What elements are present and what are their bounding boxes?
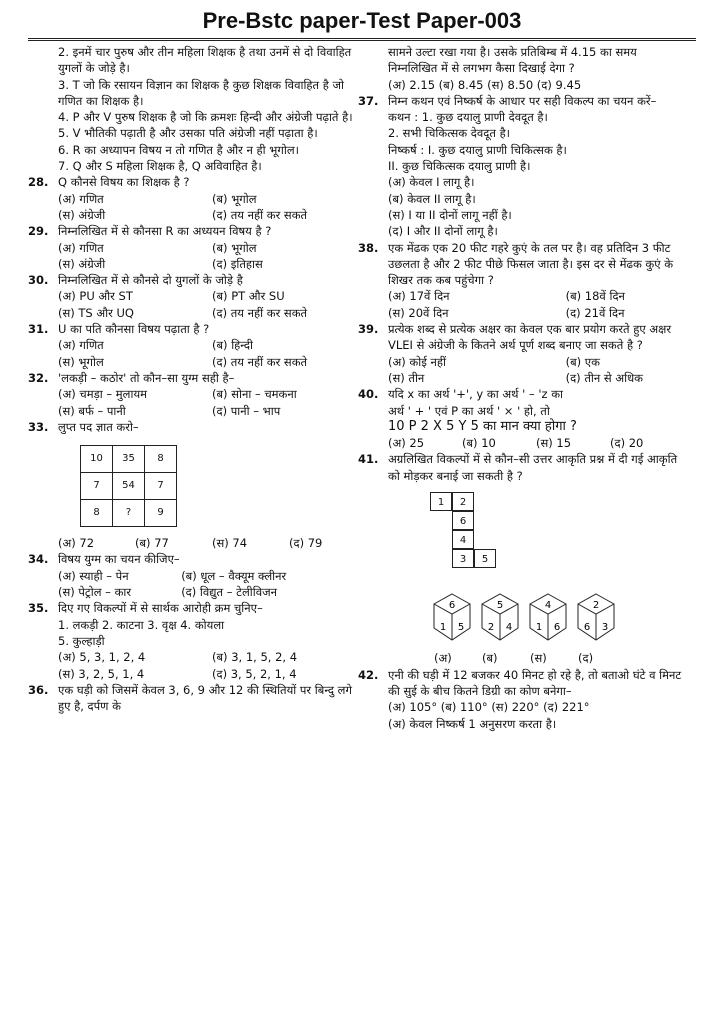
question-text: Q कौनसे विषय का शिक्षक है ? [58, 175, 190, 190]
options-34 [58, 568, 366, 584]
options-36[interactable]: (अ) 2.15 (ब) 8.45 (स) 8.50 (द) 9.45 [388, 77, 582, 92]
question-text: लुप्त पद ज्ञात करो– [58, 419, 139, 434]
question-40-expression: 10 P 2 X 5 Y 5 का मान क्या होगा ? [388, 418, 577, 434]
cube-face-left: 2 [487, 622, 495, 634]
option[interactable]: (ब) एक [565, 354, 600, 369]
option[interactable]: (द) पानी – भाप [212, 403, 281, 418]
question-28 [28, 174, 366, 190]
question-37 [358, 93, 684, 109]
cube-face-right: 3 [601, 622, 609, 634]
cube-face-left: 6 [583, 622, 591, 634]
option-label[interactable]: (अ) [434, 651, 452, 666]
conclusion-line: निष्कर्ष : I. कुछ दयालु प्राणी चिकित्सक है। [388, 142, 567, 157]
title-rule [28, 38, 696, 41]
question-32 [28, 370, 366, 386]
question-36-continued: सामने उल्टा रखा गया है। उसके प्रतिबिम्ब में 4.15 का समय निम्नलिखित में से लगभग कैसा दिखाई देगा ? [388, 45, 637, 76]
fact-3: 3. T जो कि रसायन विज्ञान का शिक्षक है कुछ शिक्षक विवाहित है जो गणित का शिक्षक है। [58, 77, 345, 108]
option[interactable]: (ब) 3, 1, 5, 2, 4 [212, 650, 298, 665]
question-30 [28, 272, 366, 288]
option[interactable]: (स) पेट्रोल – कार [58, 585, 132, 600]
option[interactable]: (द) तय नहीं कर सकते [212, 305, 308, 320]
option[interactable]: (द) 3, 5, 2, 1, 4 [212, 666, 297, 681]
fact-2: 2. इनमें चार पुरुष और तीन महिला शिक्षक है तथा उनमें से दो विवाहित युगलों के जोड़े है। [58, 45, 352, 76]
fact-7: 7. Q और S महिला शिक्षक है, Q अविवाहित है। [58, 159, 262, 174]
options-31b [58, 354, 366, 370]
options-42[interactable]: (अ) 105° (ब) 110° (स) 220° (द) 221° [388, 700, 590, 715]
question-number: 37. [358, 93, 379, 108]
option[interactable]: (स) 15 [536, 436, 572, 451]
option[interactable]: (अ) 5, 3, 1, 2, 4 [58, 650, 146, 665]
option[interactable]: (अ) 17वें दिन [388, 289, 450, 304]
option[interactable]: (ब) भूगोल [212, 240, 257, 255]
right-column [358, 44, 684, 732]
question-number: 36. [28, 682, 49, 697]
net-face: 4 [452, 530, 474, 549]
option[interactable]: (ब) हिन्दी [212, 338, 253, 353]
grid-cell: ? [113, 500, 145, 527]
question-text: प्रत्येक शब्द से प्रत्येक अक्षर का केवल एक बार प्रयोग करते हुए अक्षर VLEI से अंग्रेजी के कितने अर्थ पूर्ण शब्द बनाए जा सकते है ? [388, 322, 672, 353]
net-face: 1 [430, 492, 452, 511]
cube-face-top: 4 [544, 600, 552, 612]
option[interactable]: (द) 20 [610, 436, 644, 451]
option[interactable]: (अ) गणित [58, 338, 104, 353]
cube-option-labels [434, 650, 634, 666]
option[interactable]: (द) तय नहीं कर सकते [212, 354, 308, 369]
cube-option-a[interactable] [434, 594, 470, 640]
option-label[interactable]: (द) [578, 651, 594, 666]
option[interactable]: (द) विद्युत – टेलीविजन [181, 585, 278, 600]
net-face: 3 [452, 549, 474, 568]
question-number: 31. [28, 322, 49, 337]
option[interactable]: (अ) कोई नहीं [388, 354, 446, 369]
option[interactable]: (द) 21वें दिन [565, 305, 625, 320]
cube-option-b[interactable] [482, 594, 518, 640]
cube-face-top: 6 [448, 600, 456, 612]
options-31 [58, 337, 366, 353]
option[interactable]: (द) 79 [289, 536, 323, 551]
fact-5: 5. V भौतिकी पढ़ाती है और उसका पति अंग्रेजी नहीं पढ़ाता है। [58, 126, 318, 141]
cube-face-top: 2 [592, 600, 600, 612]
option[interactable]: (स) बर्फ – पानी [58, 403, 126, 418]
option[interactable]: (ब) धूल – वैक्यूम क्लीनर [181, 568, 287, 583]
question-text: विषय युग्म का चयन कीजिए– [58, 552, 180, 567]
options-30b [58, 305, 366, 321]
question-number: 33. [28, 419, 49, 434]
question-text: एक घड़ी को जिसमें केवल 3, 6, 9 और 12 की स्थितियों पर बिन्दु लगे हुए है, दर्पण के [58, 682, 352, 714]
question-text: अग्रलिखित विकल्पों में से कौन–सी उत्तर आकृति प्रश्न में दी गई आकृति को मोड़कर बनाई जा सकती है ? [388, 452, 678, 483]
question-36 [28, 682, 366, 715]
options-30 [58, 288, 366, 304]
question-number: 29. [28, 224, 49, 239]
options-32 [58, 386, 366, 402]
options-29b [58, 256, 366, 272]
options-32b [58, 403, 366, 419]
option[interactable]: (अ) PU और ST [58, 289, 133, 304]
question-number: 41. [358, 452, 379, 467]
net-face: 5 [474, 549, 496, 568]
options-28b [58, 207, 366, 223]
cube-face-right: 6 [553, 622, 561, 634]
question-text: निम्नलिखित में से कौनसा R का अध्ययन विषय है ? [58, 224, 272, 239]
option[interactable]: (अ) 72 [58, 536, 95, 551]
question-41 [358, 451, 684, 484]
option[interactable]: (ब) केवल II लागू है। [388, 191, 476, 206]
sequence-items: 1. लकड़ी 2. काटना 3. वृक्ष 4. कोयला [58, 617, 225, 632]
grid-cell: 54 [113, 473, 145, 500]
question-number: 34. [28, 552, 49, 567]
option[interactable]: (स) अंग्रेजी [58, 207, 106, 222]
grid-cell: 35 [113, 446, 145, 473]
grid-cell: 8 [145, 446, 177, 473]
option[interactable]: (ब) भूगोल [212, 191, 257, 206]
cube-net-figure [430, 492, 684, 584]
options-34b [58, 584, 366, 600]
option[interactable]: (ब) 77 [135, 536, 169, 551]
option[interactable]: (अ) चमड़ा – मुलायम [58, 387, 147, 402]
option[interactable]: (ब) PT और SU [212, 289, 285, 304]
option[interactable]: (स) I या II दोनों लागू नहीं है। [388, 207, 512, 222]
option[interactable]: (अ) केवल I लागू है। [388, 175, 475, 190]
option[interactable]: (द) I और II दोनों लागू है। [388, 224, 498, 239]
options-38 [388, 288, 684, 304]
options-39b [388, 370, 684, 386]
options-33 [58, 535, 366, 551]
left-column [28, 44, 366, 714]
option[interactable]: (स) 3, 2, 5, 1, 4 [58, 666, 145, 681]
cube-face-right: 4 [505, 622, 513, 634]
options-39 [388, 354, 684, 370]
option[interactable]: (द) तीन से अधिक [565, 370, 643, 385]
grid-cell: 7 [145, 473, 177, 500]
net-face: 6 [452, 511, 474, 530]
options-35b [58, 666, 366, 682]
question-number: 40. [358, 387, 379, 402]
cube-face-left: 1 [535, 622, 543, 634]
question-34 [28, 551, 366, 567]
question-35 [28, 600, 366, 616]
cube-face-top: 5 [496, 600, 504, 612]
question-number: 35. [28, 601, 49, 616]
grid-cell: 8 [81, 500, 113, 527]
options-40 [388, 435, 684, 451]
net-face: 2 [452, 492, 474, 511]
question-40-line2: अर्थ ' + ' एवं P का अर्थ ' × ' हो, तो [388, 403, 550, 418]
question-31 [28, 321, 366, 337]
question-text: यदि x का अर्थ '+', y का अर्थ ' – 'z का [388, 387, 563, 402]
option[interactable]: (ब) 18वें दिन [565, 289, 625, 304]
options-28 [58, 191, 366, 207]
option[interactable]: (अ) 25 [388, 436, 425, 451]
option[interactable]: (अ) गणित [58, 191, 104, 206]
question-number: 30. [28, 273, 49, 288]
cube-face-left: 1 [439, 622, 447, 634]
question-text: 'लकड़ी – कठोर' तो कौन–सा युग्म सही है– [58, 370, 235, 385]
sequence-items-2: 5. कुल्हाड़ी [58, 633, 105, 648]
stray-option-line: (अ) केवल निष्कर्ष 1 अनुसरण करता है। [388, 716, 557, 731]
options-38b [388, 305, 684, 321]
cube-option-c[interactable] [530, 594, 566, 640]
question-text: U का पति कौनसा विषय पढ़ाता है ? [58, 322, 210, 337]
question-29 [28, 223, 366, 239]
number-grid [80, 445, 177, 527]
question-number: 28. [28, 175, 49, 190]
fact-4: 4. P और V पुरुष शिक्षक है जो कि क्रमशः हिन्दी और अंग्रेजी पढ़ाते है। [58, 110, 353, 125]
option[interactable]: (स) 20वें दिन [388, 305, 449, 320]
page-title: Pre-Bstc paper-Test Paper-003 [202, 8, 522, 33]
fact-6: 6. R का अध्यापन विषय न तो गणित है और न ही भूगोल। [58, 142, 299, 157]
question-39 [358, 321, 684, 354]
question-text: एनी की घड़ी में 12 बजकर 40 मिनट हो रहे है, तो बताओ घंटे व मिनट की सुई के बीच कितने डिग्री का कोण बनेगा– [388, 667, 682, 698]
statement-line: कथन : 1. कुछ दयालु प्राणी देवदूत है। [388, 110, 548, 125]
options-29 [58, 240, 366, 256]
option-label[interactable]: (ब) [482, 651, 498, 666]
option-label[interactable]: (स) [530, 651, 547, 666]
cube-option-d[interactable] [578, 594, 614, 640]
option[interactable]: (ब) सोना – चमकना [212, 387, 297, 402]
question-number: 38. [358, 240, 379, 255]
option[interactable]: (द) तय नहीं कर सकते [212, 207, 308, 222]
option[interactable]: (अ) गणित [58, 240, 104, 255]
question-number: 39. [358, 322, 379, 337]
option[interactable]: (स) TS और UQ [58, 305, 134, 320]
question-text: दिए गए विकल्पों में से सार्थक आरोही क्रम चुनिए– [58, 601, 263, 616]
option[interactable]: (स) भूगोल [58, 354, 104, 369]
statement-line: 2. सभी चिकित्सक देवदूत है। [388, 126, 511, 141]
option[interactable]: (स) अंग्रेजी [58, 256, 106, 271]
question-text: निम्नलिखित में से कौनसे दो युगलों के जोड़े है [58, 273, 243, 288]
question-text: एक मेंढक एक 20 फीट गहरे कुएं के तल पर है। वह प्रतिदिन 3 फीट उछलता है और 2 फीट पीछे फिसल जाता है। इस दर से मेंढक कुएं के शिखर तक कब पहुंचेगा ? [388, 240, 674, 288]
conclusion-line: II. कुछ चिकित्सक दयालु प्राणी है। [388, 159, 531, 174]
option[interactable]: (स) तीन [388, 370, 425, 385]
option[interactable]: (स) 74 [212, 536, 248, 551]
option[interactable]: (ब) 10 [462, 436, 496, 451]
question-33 [28, 419, 366, 435]
option[interactable]: (अ) स्याही – पेन [58, 568, 129, 583]
cube-options-figure [428, 590, 668, 646]
cube-face-right: 5 [457, 622, 465, 634]
option[interactable]: (द) इतिहास [212, 256, 263, 271]
grid-cell: 7 [81, 473, 113, 500]
question-number: 42. [358, 667, 379, 682]
question-40 [358, 386, 684, 402]
question-number: 32. [28, 370, 49, 385]
question-42 [358, 667, 684, 700]
question-text: निम्न कथन एवं निष्कर्ष के आधार पर सही विकल्प का चयन करें– [388, 93, 657, 108]
grid-cell: 10 [81, 446, 113, 473]
question-38 [358, 240, 684, 289]
options-35 [58, 649, 366, 665]
grid-cell: 9 [145, 500, 177, 527]
